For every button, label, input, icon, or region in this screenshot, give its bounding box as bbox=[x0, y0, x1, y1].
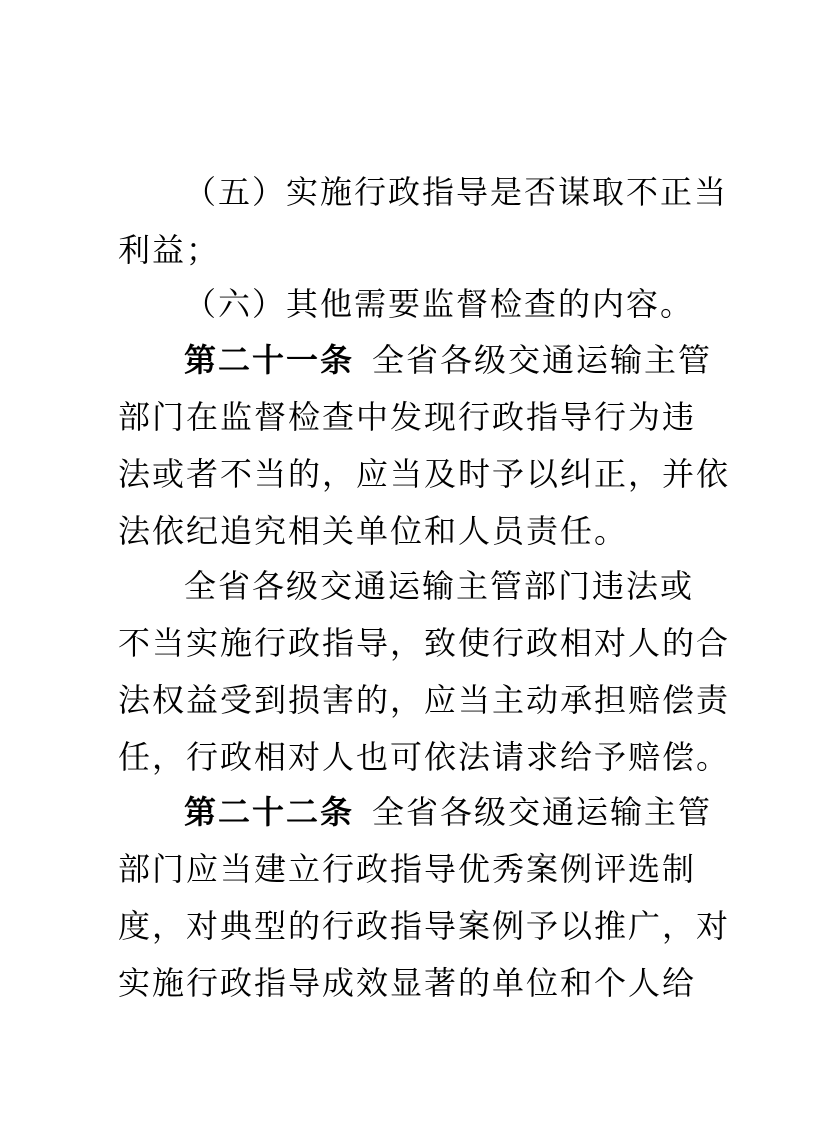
paragraph-item-5-line-1: （五）实施行政指导是否谋取不正当 bbox=[184, 173, 729, 211]
article-22-heading: 第二十二条 bbox=[184, 793, 355, 831]
article-21-para-2-line-1: 全省各级交通运输主管部门违法或 bbox=[184, 567, 695, 605]
article-22-line-2: 部门应当建立行政指导优秀案例评选制 bbox=[118, 850, 697, 888]
article-21-line-1 bbox=[184, 340, 712, 380]
article-21-line-2: 部门在监督检查中发现行政指导行为违 bbox=[118, 398, 697, 436]
article-22-text: 全省各级交通运输主管 bbox=[372, 793, 713, 831]
article-21-line-3: 法或者不当的，应当及时予以纠正，并依 bbox=[118, 455, 731, 493]
article-22-line-3: 度，对典型的行政指导案例予以推广，对 bbox=[118, 907, 731, 945]
article-21-para-2-line-2: 不当实施行政指导，致使行政相对人的合 bbox=[118, 624, 731, 662]
article-21-line-4: 法依纪追究相关单位和人员责任。 bbox=[118, 512, 629, 550]
article-21-para-2-line-3: 法权益受到损害的，应当主动承担赔偿责 bbox=[118, 681, 731, 719]
article-21-heading: 第二十一条 bbox=[184, 341, 355, 379]
paragraph-item-6: （六）其他需要监督检查的内容。 bbox=[184, 285, 695, 323]
article-21-text: 全省各级交通运输主管 bbox=[372, 341, 713, 379]
paragraph-item-5-line-2: 利益； bbox=[118, 231, 221, 269]
article-21-para-2-line-4: 任，行政相对人也可依法请求给予赔偿。 bbox=[118, 738, 731, 776]
article-22-line-4: 实施行政指导成效显著的单位和个人给 bbox=[118, 964, 697, 1002]
article-22-line-1 bbox=[184, 792, 712, 832]
